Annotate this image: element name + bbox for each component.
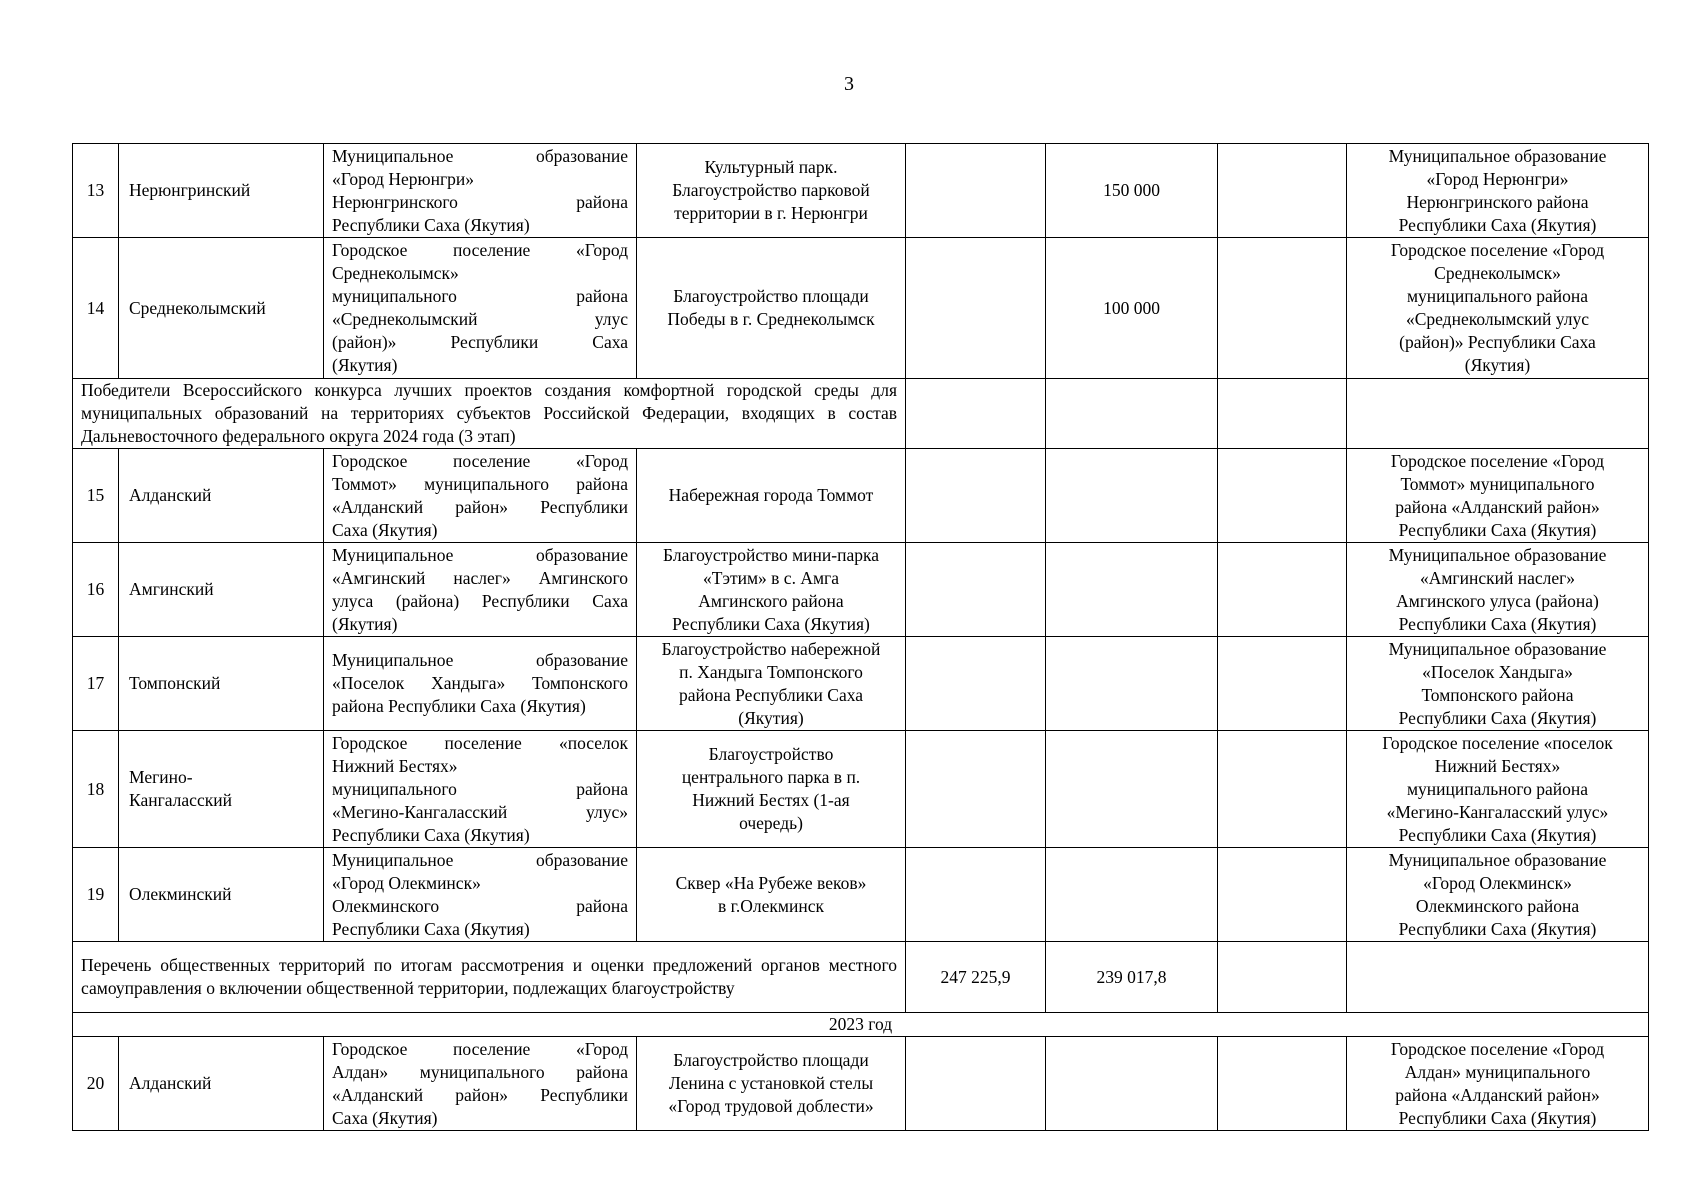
amount-1-cell <box>906 1037 1046 1131</box>
project-cell <box>637 637 906 731</box>
municipality-cell-line: Нижний Бестях» <box>332 755 458 776</box>
territories-table <box>72 143 1649 1131</box>
project-cell <box>637 449 906 543</box>
recipient-cell-line: Муниципальное образование <box>1388 849 1607 870</box>
amount-1-cell <box>906 144 1046 238</box>
district-cell-line: Мегино- <box>129 767 193 787</box>
project-cell-line: Нижний Бестях (1-ая <box>692 790 850 810</box>
municipality-cell-line: Олекминского района <box>332 895 628 916</box>
section-row <box>73 379 1649 449</box>
table-row <box>73 144 1649 238</box>
row-number <box>73 637 119 731</box>
municipality-cell-line: муниципального района <box>332 778 628 799</box>
district-cell-line: Алданский <box>129 1073 212 1093</box>
recipient-cell-line: «Поселок Хандыга» <box>1422 661 1573 682</box>
district-cell <box>119 543 324 637</box>
recipient-cell-line: Среднеколымск» <box>1434 263 1561 283</box>
municipality-cell-line: (Якутия) <box>332 613 398 634</box>
recipient-cell <box>1347 731 1649 848</box>
recipient-cell-line: «Город Нерюнгри» <box>1426 168 1569 189</box>
amount-3-cell <box>1218 731 1347 848</box>
section-amount-2 <box>1046 942 1218 1013</box>
project-cell-line: Благоустройство площади <box>673 1050 869 1070</box>
municipality-cell <box>324 637 637 731</box>
project-cell-line: Благоустройство площади <box>673 286 869 306</box>
section-recipient <box>1347 942 1649 1013</box>
table-row <box>73 637 1649 731</box>
project-cell <box>637 848 906 942</box>
amount-1-cell <box>906 449 1046 543</box>
recipient-cell-line: Республики Саха (Якутия) <box>1398 1107 1597 1128</box>
project-cell-line: Республики Саха (Якутия) <box>672 613 870 634</box>
recipient-cell <box>1347 238 1649 379</box>
amount-2-cell <box>1046 637 1218 731</box>
municipality-cell <box>324 238 637 379</box>
district-cell-line: Нерюнгринский <box>129 180 251 200</box>
district-cell-line: Амгинский <box>129 579 214 599</box>
project-cell-line: Благоустройство парковой <box>672 180 870 200</box>
recipient-cell-line: «Амгинский наслег» <box>1419 567 1576 588</box>
project-cell <box>637 1037 906 1131</box>
section-row <box>73 942 1649 1013</box>
project-cell-line: «Тэтим» в с. Амга <box>703 567 839 588</box>
recipient-cell-line: Республики Саха (Якутия) <box>1398 613 1597 634</box>
district-cell-line: Алданский <box>129 485 212 505</box>
table-row <box>73 543 1649 637</box>
table-row <box>73 848 1649 942</box>
municipality-cell-line: муниципального района <box>332 286 628 306</box>
section-heading <box>73 379 906 449</box>
municipality-cell <box>324 543 637 637</box>
municipality-cell-line: Нерюнгринского района <box>332 191 628 212</box>
amount-2-cell-line: 150 000 <box>1103 180 1160 200</box>
amount-3-cell <box>1218 449 1347 543</box>
municipality-cell-line: Городское поселение «Город <box>332 1038 628 1059</box>
project-cell <box>637 543 906 637</box>
municipality-cell-line: Республики Саха (Якутия) <box>332 824 530 845</box>
project-cell-line: Благоустройство мини-парка <box>663 544 879 565</box>
project-cell-line: Культурный парк. <box>704 157 838 177</box>
recipient-cell-line: «Город Олекминск» <box>1423 872 1572 893</box>
recipient-cell-line: Амгинского улуса (района) <box>1396 590 1599 611</box>
district-cell <box>119 238 324 379</box>
row-number <box>73 1037 119 1131</box>
row-number-line: 16 <box>86 579 105 599</box>
project-cell <box>637 144 906 238</box>
district-cell <box>119 1037 324 1131</box>
municipality-cell-line: «Мегино-Кангаласский улус» <box>332 801 628 822</box>
district-cell-line: Олекминский <box>129 884 232 904</box>
municipality-cell-line: «Алданский район» Республики <box>332 1084 628 1105</box>
recipient-cell-line: Республики Саха (Якутия) <box>1398 214 1597 235</box>
municipality-cell-line: Муниципальное образование <box>332 650 628 670</box>
municipality-cell-line: Городское поселение «Город <box>332 240 628 260</box>
project-cell-line: Сквер «На Рубеже веков» <box>675 872 867 893</box>
project-cell-line: п. Хандыга Томпонского <box>679 661 863 682</box>
amount-3-cell <box>1218 543 1347 637</box>
recipient-cell <box>1347 449 1649 543</box>
municipality-cell <box>324 848 637 942</box>
district-cell <box>119 144 324 238</box>
recipient-cell-line: Городское поселение «Город <box>1390 1038 1605 1059</box>
municipality-cell-line: Городское поселение «Город <box>332 450 628 471</box>
recipient-cell-line: (район)» Республики Саха <box>1399 332 1596 352</box>
project-cell-line: Благоустройство <box>708 744 834 764</box>
municipality-cell <box>324 1037 637 1131</box>
recipient-cell <box>1347 144 1649 238</box>
section-amount-1-line: 247 225,9 <box>940 966 1011 987</box>
amount-3-cell <box>1218 1037 1347 1131</box>
recipient-cell-line: «Среднеколымский улус <box>1405 309 1590 329</box>
project-cell <box>637 238 906 379</box>
row-number <box>73 543 119 637</box>
recipient-cell-line: района «Алданский район» <box>1395 1084 1600 1105</box>
recipient-cell-line: Республики Саха (Якутия) <box>1398 824 1597 845</box>
district-cell <box>119 449 324 543</box>
amount-2-cell <box>1046 449 1218 543</box>
section-heading-line: Перечень общественных территорий по итогам рассмотрения и оценки предложений органов местного самоуправления о включении общественной территории, подлежащих благоустройству <box>81 955 897 998</box>
row-number <box>73 449 119 543</box>
table-row <box>73 238 1649 379</box>
project-cell-line: (Якутия) <box>738 707 804 728</box>
recipient-cell-line: Алдан» муниципального <box>1404 1061 1591 1082</box>
municipality-cell-line: Алдан» муниципального района <box>332 1061 628 1082</box>
recipient-cell-line: Нерюнгринского района <box>1406 191 1589 212</box>
district-cell <box>119 637 324 731</box>
municipality-cell-line: Среднеколымск» <box>332 263 459 283</box>
recipient-cell-line: Томмот» муниципального <box>1400 473 1595 494</box>
section-amount-2-line: 239 017,8 <box>1096 966 1167 987</box>
municipality-cell <box>324 449 637 543</box>
amount-3-cell <box>1218 144 1347 238</box>
row-number-line: 18 <box>86 778 105 799</box>
project-cell-line: района Республики Саха <box>678 684 864 705</box>
amount-1-cell <box>906 637 1046 731</box>
district-cell-line: Томпонский <box>129 673 221 693</box>
project-cell-line: Набережная города Томмот <box>668 485 874 505</box>
row-number-line: 15 <box>86 485 105 505</box>
amount-1-cell <box>906 731 1046 848</box>
recipient-cell-line: Муниципальное образование <box>1388 145 1607 166</box>
section-heading-line: Победители Всероссийского конкурса лучших проектов создания комфортной городской среды для муниципальных образований на территориях субъектов Российской Федерации, входящих в состав Дальневосточного федерального округа 2024 года (3 этап) <box>81 380 897 446</box>
year-heading-line: 2023 год <box>828 1014 893 1034</box>
municipality-cell-line: Муниципальное образование <box>332 849 628 870</box>
project-cell-line: Амгинского района <box>698 590 844 611</box>
page-number: 3 <box>844 73 854 95</box>
recipient-cell-line: Городское поселение «Город <box>1390 240 1605 260</box>
recipient-cell-line: Городское поселение «поселок <box>1382 732 1613 753</box>
recipient-cell-line: Олекминского района <box>1415 895 1580 916</box>
municipality-cell-line: Городское поселение «поселок <box>332 732 628 753</box>
project-cell <box>637 731 906 848</box>
amount-2-cell <box>1046 144 1218 238</box>
project-cell-line: в г.Олекминск <box>718 895 824 916</box>
recipient-cell-line: (Якутия) <box>1464 355 1531 375</box>
municipality-cell-line: Саха (Якутия) <box>332 519 438 540</box>
recipient-cell <box>1347 637 1649 731</box>
amount-2-cell <box>1046 238 1218 379</box>
municipality-cell-line: «Амгинский наслег» Амгинского <box>332 567 628 588</box>
recipient-cell-line: Республики Саха (Якутия) <box>1398 519 1597 540</box>
project-cell-line: «Город трудовой доблести» <box>668 1096 874 1116</box>
row-number-line: 20 <box>86 1073 105 1093</box>
municipality-cell-line: Республики Саха (Якутия) <box>332 918 530 939</box>
amount-1-cell <box>906 848 1046 942</box>
recipient-cell-line: района «Алданский район» <box>1395 496 1600 517</box>
row-number <box>73 144 119 238</box>
recipient-cell-line: Республики Саха (Якутия) <box>1398 707 1597 728</box>
amount-2-cell <box>1046 848 1218 942</box>
project-cell-line: очередь) <box>739 813 803 833</box>
recipient-cell <box>1347 1037 1649 1131</box>
amount-2-cell <box>1046 731 1218 848</box>
municipality-cell <box>324 144 637 238</box>
row-number-line: 14 <box>86 297 105 318</box>
municipality-cell-line: «Город Нерюнгри» <box>332 168 474 189</box>
municipality-cell-line: «Среднеколымский улус <box>332 309 628 329</box>
section-amount-3 <box>1218 379 1347 449</box>
section-amount-1 <box>906 942 1046 1013</box>
municipality-cell-line: «Алданский район» Республики <box>332 496 628 517</box>
section-amount-2 <box>1046 379 1218 449</box>
amount-2-cell <box>1046 1037 1218 1131</box>
section-recipient <box>1347 379 1649 449</box>
row-number <box>73 848 119 942</box>
project-cell-line: центрального парка в п. <box>681 767 861 787</box>
municipality-cell-line: Томмот» муниципального района <box>332 473 628 494</box>
amount-2-cell-line: 100 000 <box>1103 297 1160 318</box>
section-amount-3 <box>1218 942 1347 1013</box>
amount-1-cell <box>906 238 1046 379</box>
section-amount-1 <box>906 379 1046 449</box>
amount-1-cell <box>906 543 1046 637</box>
municipality-cell-line: Саха (Якутия) <box>332 1107 438 1128</box>
amount-2-cell <box>1046 543 1218 637</box>
municipality-cell-line: (Якутия) <box>332 355 398 375</box>
section-heading <box>73 942 906 1013</box>
year-heading <box>73 1013 1649 1037</box>
row-number-line: 17 <box>86 673 105 693</box>
municipality-cell-line: Муниципальное образование <box>332 145 628 166</box>
municipality-cell-line: «Поселок Хандыга» Томпонского <box>332 673 628 693</box>
recipient-cell <box>1347 848 1649 942</box>
recipient-cell-line: Нижний Бестях» <box>1434 755 1561 776</box>
recipient-cell-line: Муниципальное образование <box>1388 638 1607 659</box>
amount-3-cell <box>1218 848 1347 942</box>
table-row <box>73 731 1649 848</box>
district-cell <box>119 848 324 942</box>
year-row <box>73 1013 1649 1037</box>
project-cell-line: Благоустройство набережной <box>661 638 881 659</box>
table-row <box>73 449 1649 543</box>
recipient-cell-line: Муниципальное образование <box>1388 544 1607 565</box>
recipient-cell-line: муниципального района <box>1406 286 1589 306</box>
recipient-cell-line: Томпонского района <box>1421 684 1574 705</box>
municipality-cell-line: Республики Саха (Якутия) <box>332 214 530 235</box>
district-cell-line: Среднеколымский <box>129 297 266 318</box>
municipality-cell-line: района Республики Саха (Якутия) <box>332 696 586 716</box>
row-number <box>73 731 119 848</box>
project-cell-line: территории в г. Нерюнгри <box>674 203 868 223</box>
municipality-cell <box>324 731 637 848</box>
district-cell <box>119 731 324 848</box>
row-number <box>73 238 119 379</box>
recipient-cell-line: Республики Саха (Якутия) <box>1398 918 1597 939</box>
municipality-cell-line: (район)» Республики Саха <box>332 332 628 352</box>
district-cell-line: Кангаласский <box>129 790 232 810</box>
municipality-cell-line: «Город Олекминск» <box>332 872 481 893</box>
municipality-cell-line: улуса (района) Республики Саха <box>332 590 628 611</box>
amount-3-cell <box>1218 238 1347 379</box>
row-number-line: 13 <box>86 180 105 200</box>
recipient-cell-line: муниципального района <box>1406 778 1589 799</box>
table-row <box>73 1037 1649 1131</box>
project-cell-line: Победы в г. Среднеколымск <box>667 309 875 329</box>
recipient-cell-line: «Мегино-Кангаласский улус» <box>1386 801 1609 822</box>
row-number-line: 19 <box>86 884 105 904</box>
amount-3-cell <box>1218 637 1347 731</box>
recipient-cell-line: Городское поселение «Город <box>1390 450 1605 471</box>
recipient-cell <box>1347 543 1649 637</box>
municipality-cell-line: Муниципальное образование <box>332 544 628 565</box>
project-cell-line: Ленина с установкой стелы <box>668 1073 874 1093</box>
